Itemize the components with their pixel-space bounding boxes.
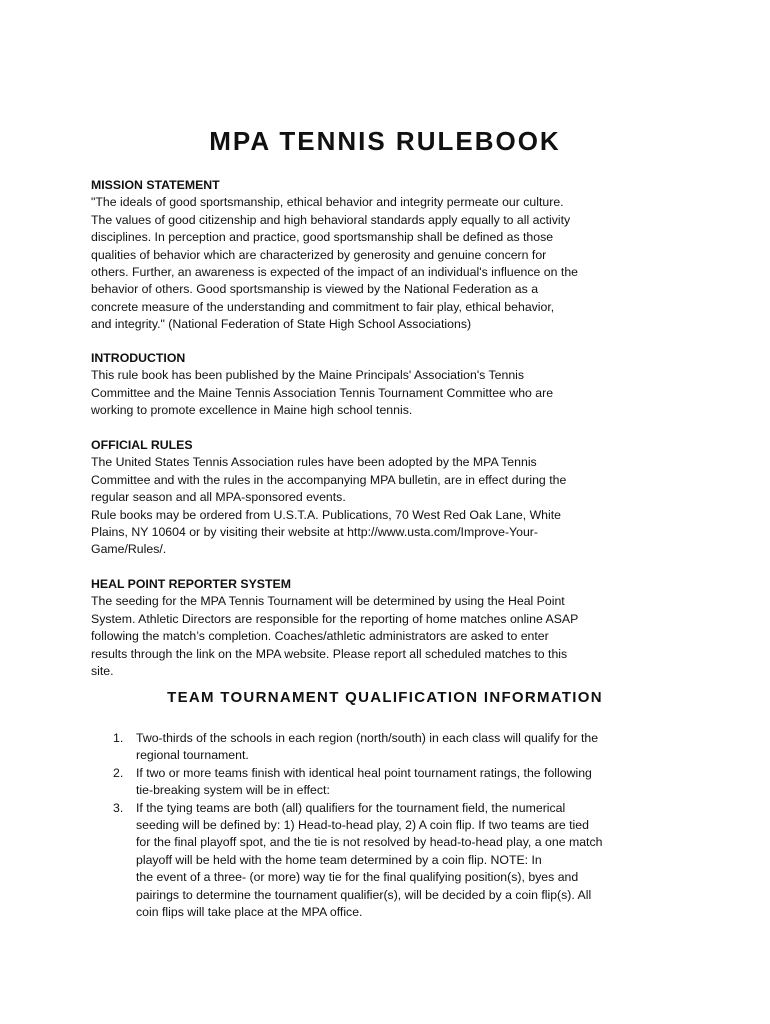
section-heal-point-reporter-system <box>91 576 621 680</box>
list-item <box>91 730 631 765</box>
list-item <box>91 765 631 800</box>
list-item-text: If the tying teams are both (all) qualifiers for the tournament field, the numerical seeding will be defined by: 1) Head-to-head play, 2) A coin flip. If two teams are tied for the final playoff spot, and the tie is not resolved by head-to-head play, a one match playoff will be held with the home team determined by a coin flip. NOTE: In the event of a three- (or more) way tie for the final qualifying position(s), byes and pairings to determine the tournament qualifier(s), will be decided by a coin flip(s). All coin flips will take place at the MPA office. <box>136 800 603 920</box>
section-official-rules <box>91 437 621 559</box>
section-heading: OFFICIAL RULES <box>91 438 193 452</box>
list-item-number: 2. <box>113 765 124 780</box>
qualification-title: TEAM TOURNAMENT QUALIFICATION INFORMATION <box>167 689 603 706</box>
section-introduction <box>91 350 621 420</box>
section-body: "The ideals of good sportsmanship, ethical behavior and integrity permeate our culture. The values of good citizenship and high behavioral standards apply equally to all activity disciplines. In perception and practice, good sportsmanship shall be defined as those qualities of behavior which are characterized by generosity and genuine concern for others. Further, an awareness is expected of the impact of an individual's influence on the behavior of others. Good sportsmanship is viewed by the National Federation as a concrete measure of the understanding and commitment to fair play, ethical behavior, and integrity." (National Federation of State High School Associations) <box>91 195 578 332</box>
qualification-list <box>91 730 631 921</box>
section-heading: HEAL POINT REPORTER SYSTEM <box>91 577 291 591</box>
list-item-number: 1. <box>113 731 124 745</box>
section-body: The United States Tennis Association rules have been adopted by the MPA Tennis Committee and with the rules in the accompanying MPA bulletin, are in effect during the regular season and all MPA-sponsored events. Rule books may be ordered from U.S.T.A. Publications, 70 West Red Oak Lane, White Plains, NY 10604 or by visiting their website at http://www.usta.com/Improve-Your- Game/Rules/. <box>91 455 567 557</box>
document-title: MPA TENNIS RULEBOOK <box>209 126 561 156</box>
section-body: This rule book has been published by the Maine Principals' Association's Tennis Committee and the Maine Tennis Association Tennis Tournament Committee who are working to promote excellence in Maine high school tennis. <box>91 368 554 418</box>
list-item-text: Two-thirds of the schools in each region (north/south) in each class will qualify for the regional tournament. <box>136 731 599 763</box>
section-heading: MISSION STATEMENT <box>91 178 220 192</box>
section-body: The seeding for the MPA Tennis Tournament will be determined by using the Heal Point System. Athletic Directors are responsible for the reporting of home matches online ASAP following the match’s completion. Coaches/athletic administrators are asked to enter results through the link on the MPA website. Please report all scheduled matches to this site. <box>91 594 579 679</box>
list-item-text: If two or more teams finish with identical heal point tournament ratings, the following tie-breaking system will be in effect: <box>136 765 592 798</box>
list-item <box>91 800 631 922</box>
section-mission-statement <box>91 177 621 334</box>
list-item-number: 3. <box>113 800 124 815</box>
section-heading: INTRODUCTION <box>91 351 186 365</box>
